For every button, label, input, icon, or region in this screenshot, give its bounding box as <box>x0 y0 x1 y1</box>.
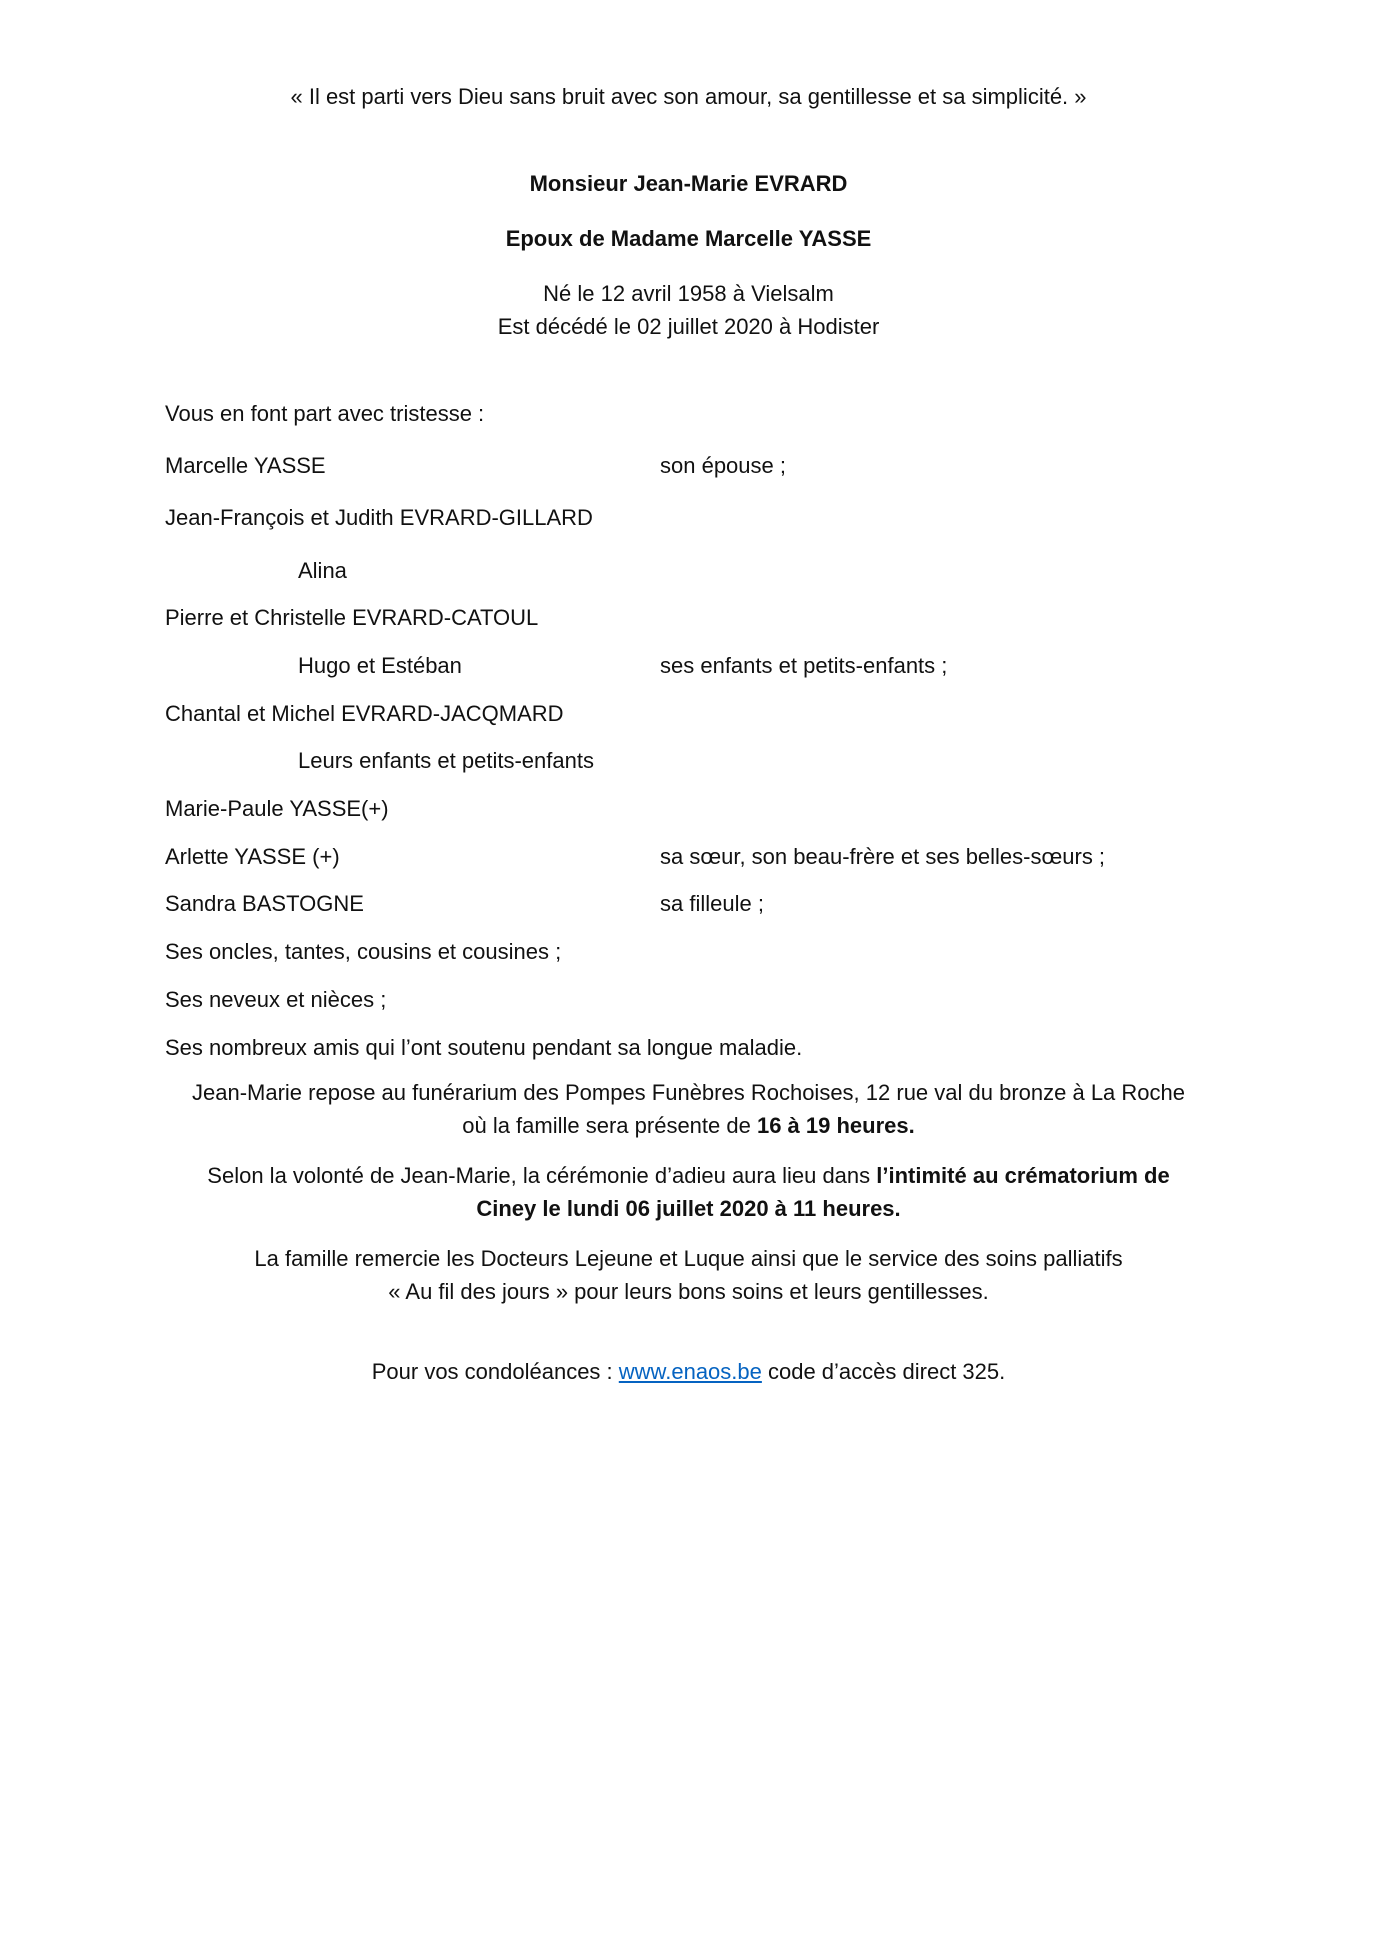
thanks-line: La famille remercie les Docteurs Lejeune et Luque ainsi que le service des soins palliatifs <box>254 1246 1123 1271</box>
family-name: Jean-François et Judith EVRARD-GILLARD <box>165 505 593 530</box>
family-name: Hugo et Estéban <box>298 653 462 678</box>
ceremony-text: Selon la volonté de Jean-Marie, la cérémonie d’adieu aura lieu dans <box>207 1163 877 1188</box>
family-name: Marcelle YASSE <box>165 453 326 478</box>
family-row <box>165 1031 1265 1065</box>
visitation-text: où la famille sera présente de <box>462 1113 757 1138</box>
family-relation: sa filleule ; <box>660 891 764 916</box>
ceremony-line <box>150 1159 1227 1192</box>
family-name: Arlette YASSE (+) <box>165 844 340 869</box>
family-relation: son épouse ; <box>660 453 786 478</box>
death-line: Est décédé le 02 juillet 2020 à Hodister <box>497 314 880 339</box>
visitation-hours: 16 à 19 heures. <box>756 1113 915 1138</box>
family-name: Alina <box>298 558 347 583</box>
family-row <box>165 501 1265 535</box>
family-row <box>165 840 1265 874</box>
family-relation: ses enfants et petits-enfants ; <box>660 653 948 678</box>
birth-line: Né le 12 avril 1958 à Vielsalm <box>543 281 834 306</box>
condolences-code: code d’accès direct 325. <box>761 1359 1006 1384</box>
family-name: Ses neveux et nièces ; <box>165 987 387 1012</box>
thanks-paragraph <box>150 1242 1227 1308</box>
visitation-line: Jean-Marie repose au funérarium des Pompes Funèbres Rochoises, 12 rue val du bronze à La Roche <box>192 1080 1185 1105</box>
family-name: Marie-Paule YASSE(+) <box>165 796 389 821</box>
thanks-line: « Au fil des jours » pour leurs bons soins et leurs gentillesses. <box>388 1279 989 1304</box>
family-row <box>165 935 1265 969</box>
family-name: Sandra BASTOGNE <box>165 891 364 916</box>
family-relation: sa sœur, son beau-frère et ses belles-sœurs ; <box>660 844 1106 869</box>
family-row <box>165 887 1265 921</box>
family-name: Chantal et Michel EVRARD-JACQMARD <box>165 701 564 726</box>
ceremony-date: Ciney le lundi 06 juillet 2020 à 11 heures. <box>476 1196 901 1221</box>
family-name: Ses oncles, tantes, cousins et cousines ; <box>165 939 562 964</box>
condolences-line <box>0 1355 1377 1388</box>
visitation-paragraph <box>150 1076 1227 1142</box>
condolences-link[interactable]: www.enaos.be <box>618 1359 762 1384</box>
family-row <box>165 601 1265 635</box>
ceremony-paragraph <box>150 1159 1227 1225</box>
intro-text: Vous en font part avec tristesse : <box>165 401 485 426</box>
family-row <box>165 449 1265 483</box>
family-row <box>165 649 1265 683</box>
family-row <box>165 697 1265 731</box>
condolences-text: Pour vos condoléances : <box>371 1359 619 1384</box>
family-row <box>165 744 1265 778</box>
family-row <box>165 792 1265 826</box>
ceremony-place: l’intimité au crématorium de <box>876 1163 1170 1188</box>
visitation-line <box>150 1109 1227 1142</box>
spouse-line: Epoux de Madame Marcelle YASSE <box>505 226 872 251</box>
intro-line <box>165 397 1265 431</box>
family-name: Ses nombreux amis qui l’ont soutenu pendant sa longue maladie. <box>165 1035 803 1060</box>
header-quote: « Il est parti vers Dieu sans bruit avec son amour, sa gentillesse et sa simplicité. » <box>290 84 1087 109</box>
family-row <box>165 983 1265 1017</box>
family-name: Leurs enfants et petits-enfants <box>298 748 594 773</box>
family-row <box>165 554 1265 588</box>
family-name: Pierre et Christelle EVRARD-CATOUL <box>165 605 539 630</box>
deceased-name: Monsieur Jean-Marie EVRARD <box>529 171 848 196</box>
